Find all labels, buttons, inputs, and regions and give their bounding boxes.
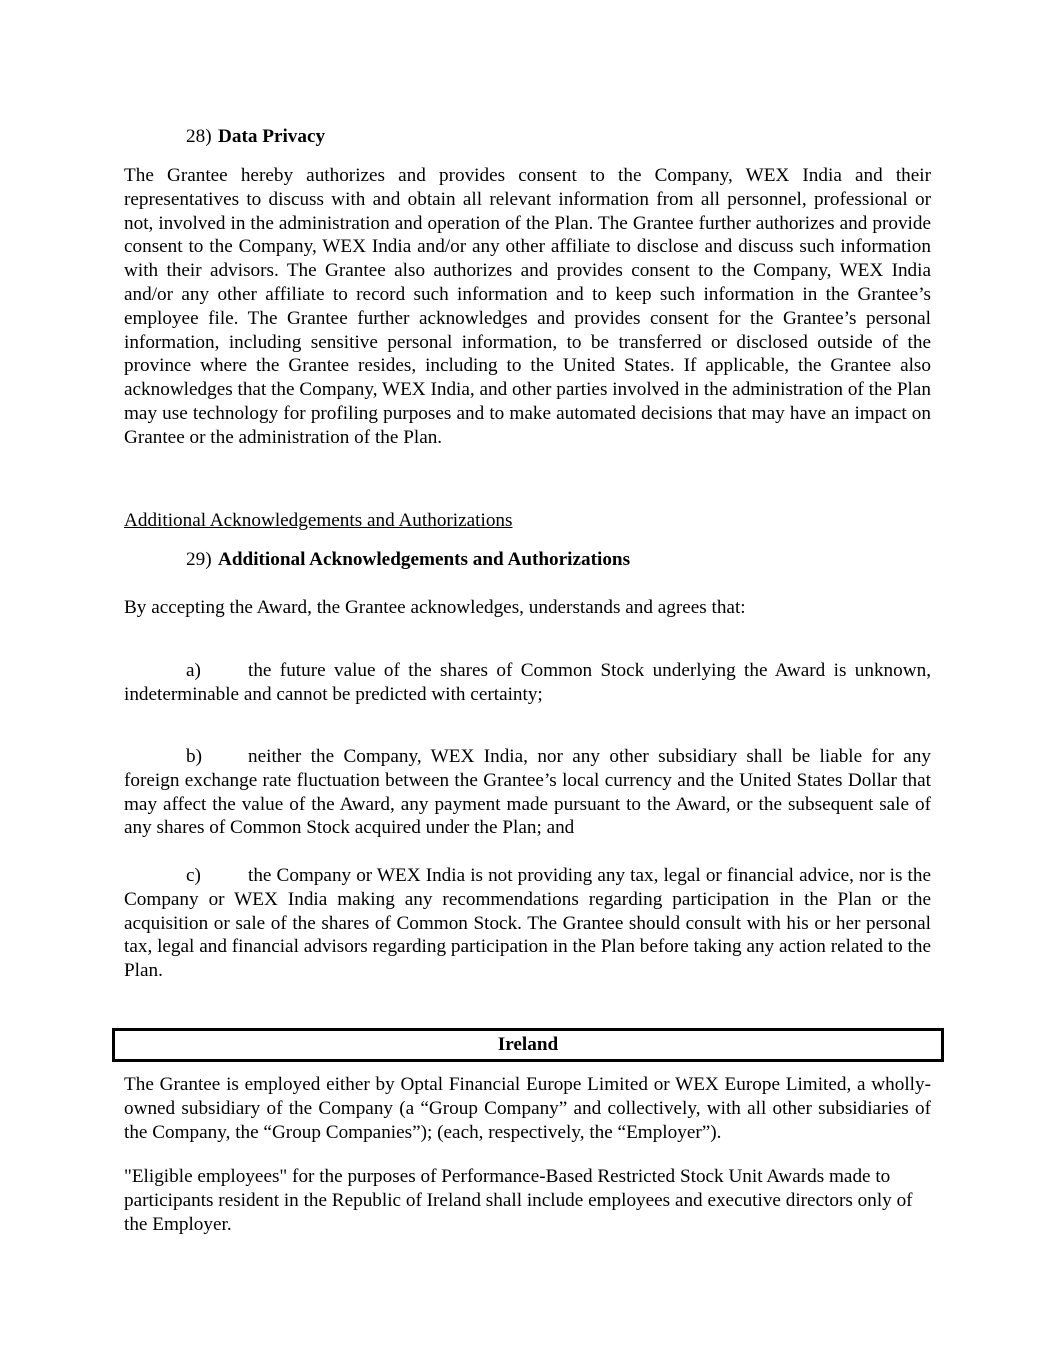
list-item-a <box>124 659 931 707</box>
section-29-title: Additional Acknowledgements and Authorizations <box>218 549 631 570</box>
ireland-section-header: Ireland <box>112 1028 944 1062</box>
list-item-a-letter: a) <box>186 660 201 681</box>
subsection-heading: Additional Acknowledgements and Authorizations <box>124 510 513 531</box>
section-28-heading <box>186 125 325 149</box>
section-28-body: The Grantee hereby authorizes and provides consent to the Company, WEX India and their representatives to discuss with and obtain all relevant information from all personnel, professional or not, involved in the administration and operation of the Plan. The Grantee further authorizes and provide consent to the Company, WEX India and/or any other affiliate to disclose and discuss such information with their advisors. The Grantee also authorizes and provides consent to the Company, WEX India and/or any other affiliate to record such information and to keep such information in the Grantee’s employee file. The Grantee further acknowledges and provides consent for the Grantee’s personal information, including sensitive personal information, to be transferred or disclosed outside of the province where the Grantee resides, including to the United States. If applicable, the Grantee also acknowledges that the Company, WEX India, and other parties involved in the administration of the Plan may use technology for profiling purposes and to make automated decisions that may have an impact on Grantee or the administration of the Plan. <box>124 165 931 448</box>
section-28-number: 28) <box>186 126 212 147</box>
list-item-b-letter: b) <box>186 746 202 767</box>
list-item-b-text: neither the Company, WEX India, nor any other subsidiary shall be liable for any foreign exchange rate fluctuation between the Grantee’s local currency and the United States Dollar that may affect the value of the Award, any payment made pursuant to the Award, or the subsequent sale of any shares of Common Stock acquired under the Plan; and <box>124 746 931 839</box>
list-item-b <box>124 745 931 840</box>
list-item-c-text: the Company or WEX India is not providing any tax, legal or financial advice, nor is the Company or WEX India making any recommendations regarding participation in the Plan or the acquisition or sale of the shares of Common Stock. The Grantee should consult with his or her personal tax, legal and financial advisors regarding participation in the Plan before taking any action related to the Plan. <box>124 865 931 982</box>
section-29-heading <box>186 548 630 572</box>
section-29-number: 29) <box>186 549 212 570</box>
list-item-c <box>124 864 931 983</box>
section-29-intro: By accepting the Award, the Grantee acknowledges, understands and agrees that: <box>124 597 746 618</box>
list-item-a-text: the future value of the shares of Common Stock underlying the Award is unknown, indeterminable and cannot be predicted with certainty; <box>124 660 931 705</box>
list-item-c-letter: c) <box>186 865 201 886</box>
ireland-paragraph-2: "Eligible employees" for the purposes of Performance-Based Restricted Stock Unit Awards made to participants resident in the Republic of Ireland shall include employees and executive directors only of the Employer. <box>124 1166 913 1235</box>
ireland-paragraph-1: The Grantee is employed either by Optal Financial Europe Limited or WEX Europe Limited, a wholly-owned subsidiary of the Company (a “Group Company” and collectively, with all other subsidiaries of the Company, the “Group Companies”); (each, respectively, the “Employer”). <box>124 1074 931 1143</box>
section-28-title: Data Privacy <box>218 126 326 147</box>
